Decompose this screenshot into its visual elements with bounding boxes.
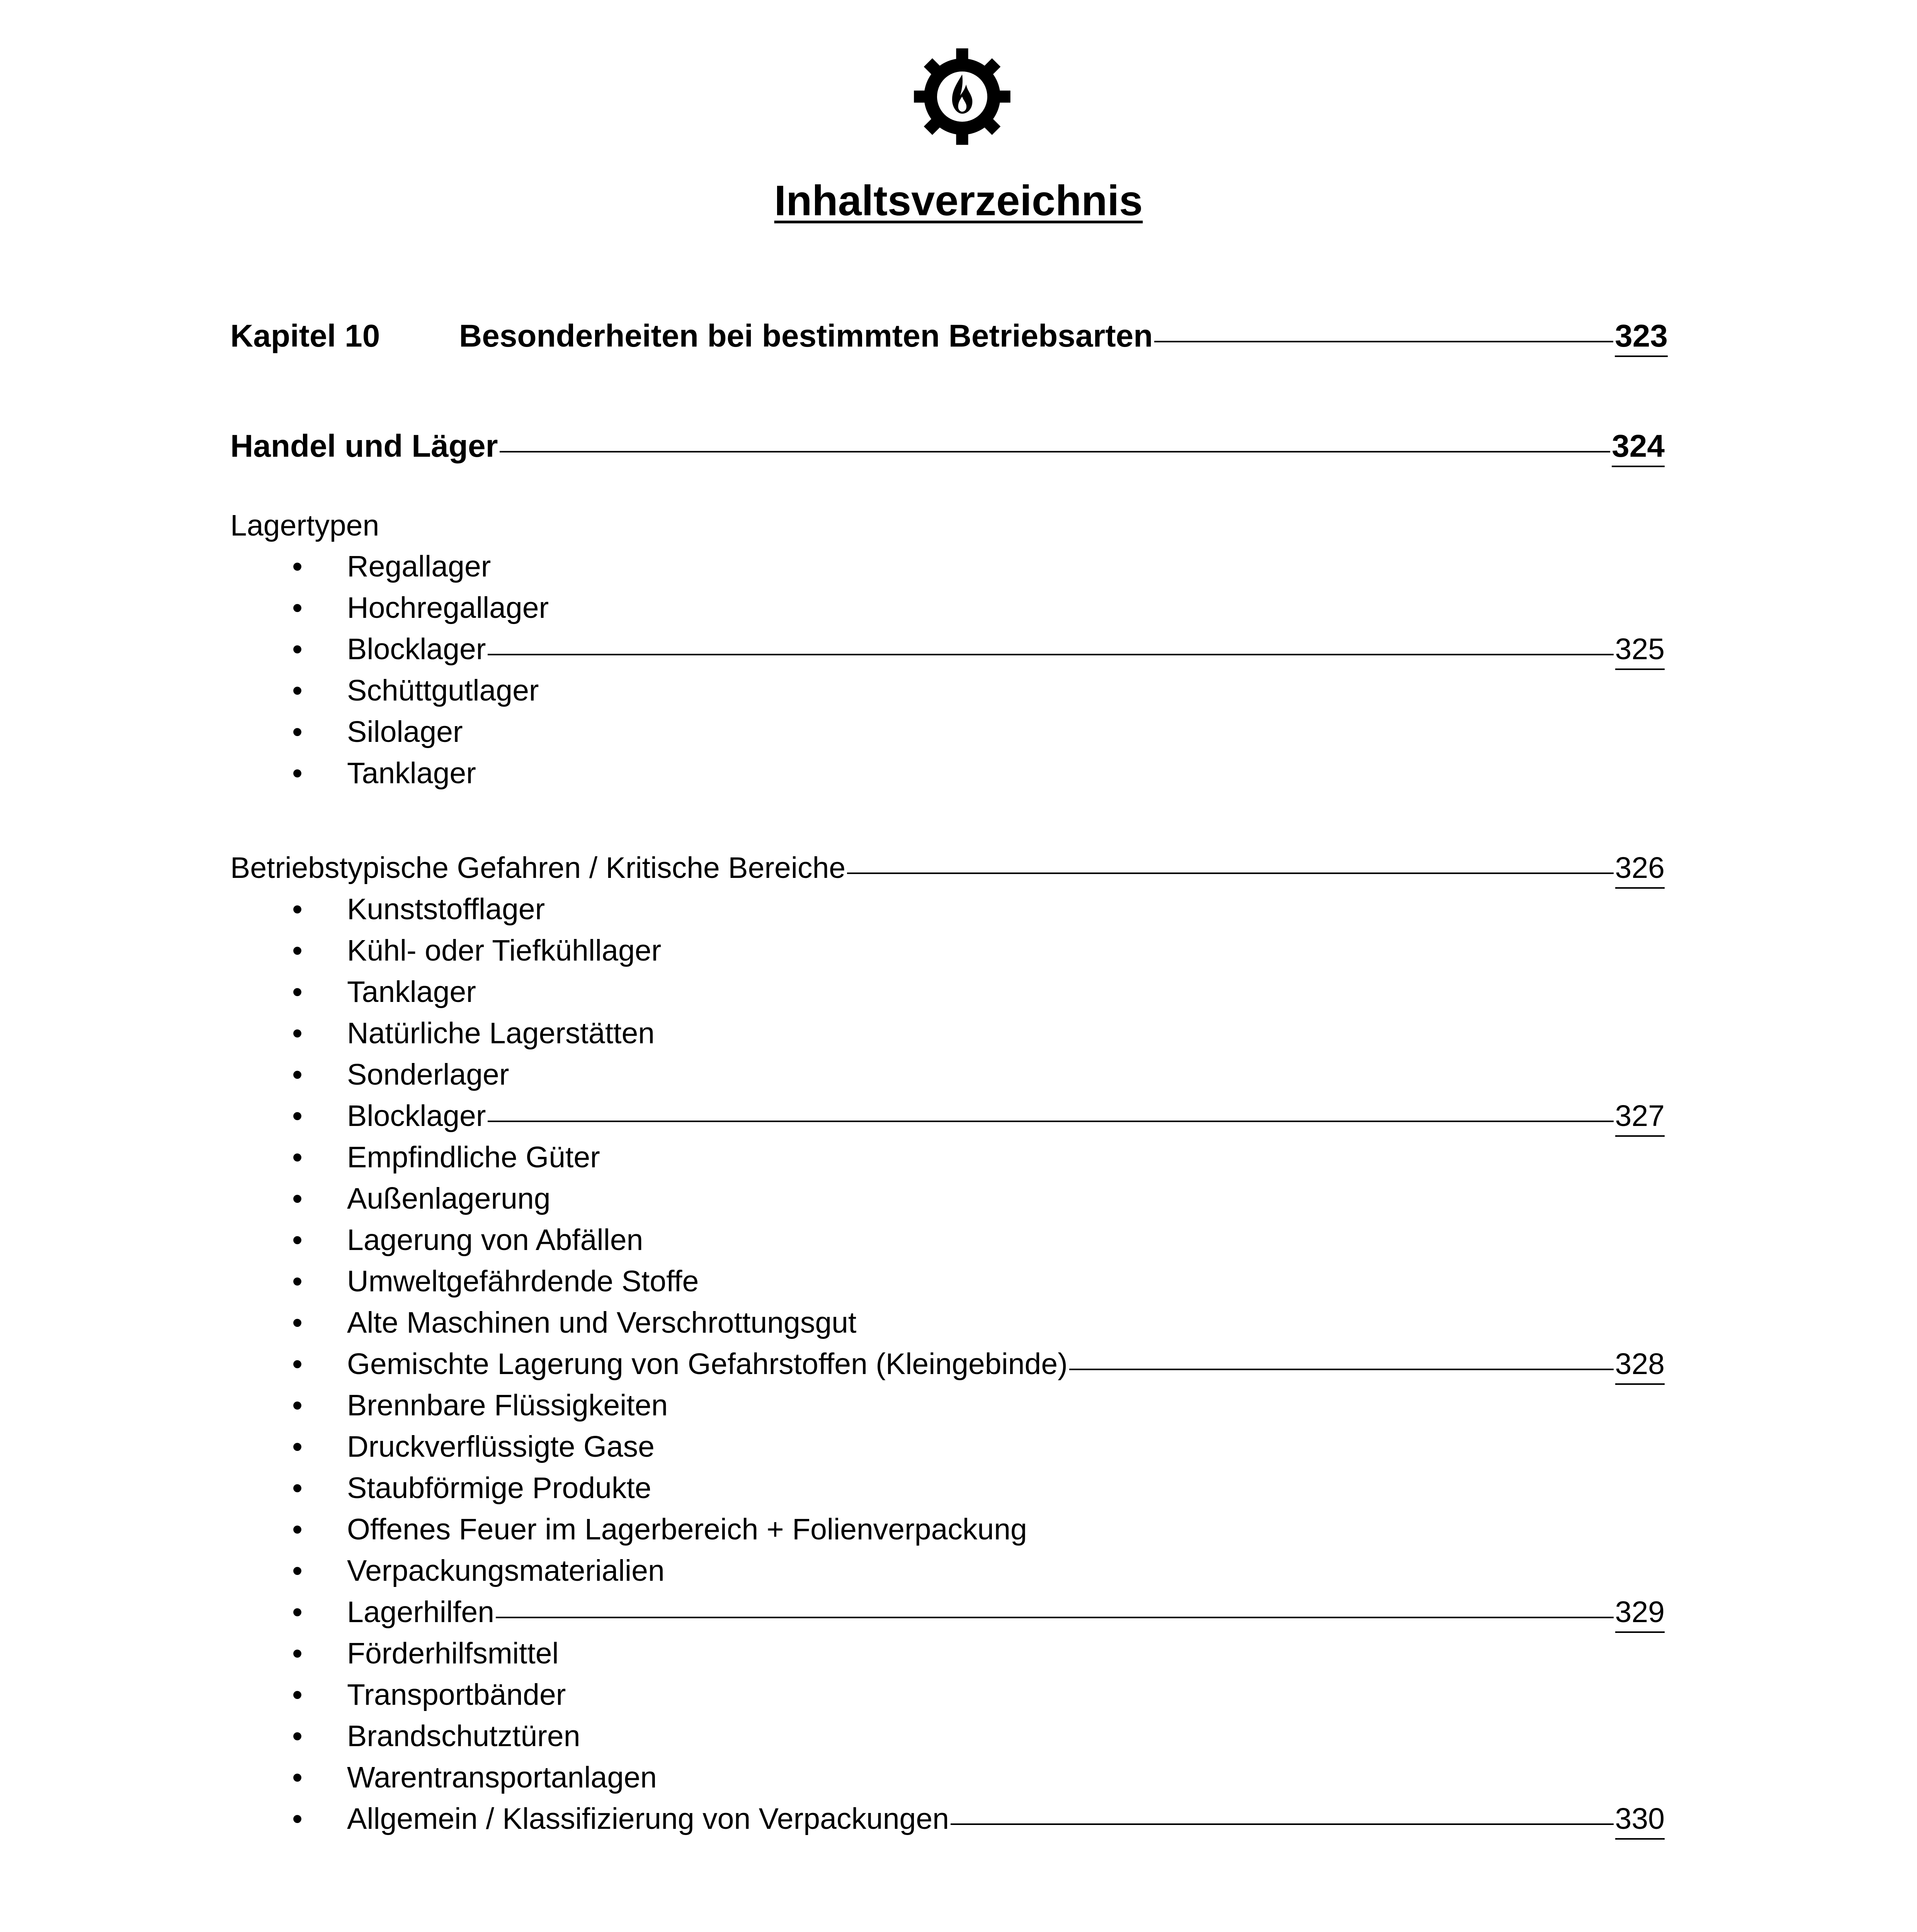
leader-line: [488, 630, 1614, 655]
toc-item-text: Silolager: [347, 715, 463, 748]
toc-list-item[interactable]: [347, 1551, 1665, 1590]
toc-list-item[interactable]: [347, 1097, 1665, 1137]
leader-line: [496, 1593, 1614, 1618]
bullet-icon: •: [292, 1182, 303, 1215]
bullet-icon: •: [292, 1637, 303, 1670]
bullet-icon: •: [292, 591, 303, 624]
bullet-icon: •: [292, 1223, 303, 1257]
bullet-icon: •: [292, 633, 303, 666]
toc-item-text: Druckverflüssigte Gase: [347, 1430, 655, 1463]
toc-item-text: Blocklager: [347, 633, 486, 666]
toc-item-text: Förderhilfsmittel: [347, 1637, 559, 1670]
toc-list-item[interactable]: [347, 931, 1665, 970]
bullet-icon: •: [292, 1265, 303, 1298]
bullet-icon: •: [292, 975, 303, 1009]
toc-chapter-row[interactable]: [230, 317, 1668, 357]
toc-item-text: Empfindliche Güter: [347, 1141, 600, 1174]
toc-list-item[interactable]: [347, 1138, 1665, 1177]
leader-line: [951, 1799, 1614, 1825]
bullet-icon: •: [292, 1389, 303, 1422]
toc-list-item[interactable]: [347, 1799, 1665, 1840]
toc-list-item[interactable]: [347, 754, 1665, 793]
bullet-icon: •: [292, 1595, 303, 1629]
toc-item-text: Allgemein / Klassifizierung von Verpackungen: [347, 1802, 949, 1835]
toc-list-item[interactable]: [347, 1345, 1665, 1385]
toc-list-item[interactable]: [347, 1303, 1665, 1342]
toc-item-text: Schüttgutlager: [347, 674, 539, 707]
toc-item-text: Hochregallager: [347, 591, 549, 624]
toc-item-text: Lagerhilfen: [347, 1595, 495, 1629]
bullet-icon: •: [292, 1513, 303, 1546]
toc-item-text: Tanklager: [347, 757, 476, 790]
leader-line: [1154, 317, 1613, 342]
toc-item-text: Gemischte Lagerung von Gefahrstoffen (Kleingebinde): [347, 1347, 1068, 1381]
toc-list-item[interactable]: [347, 1758, 1665, 1797]
toc-item-page-number: 329: [1615, 1593, 1665, 1633]
toc-item-text: Lagerung von Abfällen: [347, 1223, 643, 1257]
toc-list-item[interactable]: [347, 1179, 1665, 1218]
bullet-icon: •: [292, 1306, 303, 1339]
toc-list-item[interactable]: [347, 1469, 1665, 1507]
group-heading-lagertypen[interactable]: [230, 506, 1668, 545]
group-heading-text: Betriebstypische Gefahren / Kritische Bereiche: [230, 851, 846, 884]
toc-list-item[interactable]: [347, 1221, 1665, 1259]
bullet-icon: •: [292, 1347, 303, 1381]
toc-item-page-number: 328: [1615, 1345, 1665, 1385]
bullet-icon: •: [292, 1099, 303, 1133]
bullet-icon: •: [292, 934, 303, 967]
toc-section-row[interactable]: [230, 427, 1665, 467]
toc-item-text: Tanklager: [347, 975, 476, 1009]
toc-item-text: Offenes Feuer im Lagerbereich + Folienverpackung: [347, 1513, 1027, 1546]
bullet-icon: •: [292, 1471, 303, 1505]
toc-item-text: Warentransportanlagen: [347, 1761, 657, 1794]
leader-line: [488, 1097, 1614, 1122]
bullet-icon: •: [292, 757, 303, 790]
group-page-number: 326: [1615, 849, 1665, 889]
bullet-icon: •: [292, 1719, 303, 1753]
toc-item-text: Brandschutztüren: [347, 1719, 580, 1753]
section-page-number: 324: [1612, 427, 1665, 467]
toc-item-text: Blocklager: [347, 1099, 486, 1133]
bullet-icon: •: [292, 1802, 303, 1835]
toc-item-text: Verpackungsmaterialien: [347, 1554, 665, 1587]
gear-flame-logo-icon: [912, 46, 1012, 147]
bullet-icon: •: [292, 674, 303, 707]
toc-list-item[interactable]: [347, 547, 1665, 586]
toc-item-text: Kühl- oder Tiefkühllager: [347, 934, 662, 967]
bullet-icon: •: [292, 1761, 303, 1794]
toc-list-item[interactable]: [347, 890, 1665, 929]
toc-list-item[interactable]: [347, 1593, 1665, 1633]
bullet-icon: •: [292, 550, 303, 583]
toc-list-item[interactable]: [347, 713, 1665, 751]
toc-list-item[interactable]: [347, 973, 1665, 1011]
section-title: Handel und Läger: [230, 429, 498, 464]
toc-item-text: Brennbare Flüssigkeiten: [347, 1389, 668, 1422]
toc-list-item[interactable]: [347, 1717, 1665, 1755]
toc-item-text: Regallager: [347, 550, 491, 583]
toc-list-item[interactable]: [347, 588, 1665, 627]
chapter-title: Besonderheiten bei bestimmten Betriebsarten: [459, 318, 1153, 354]
toc-item-text: Sonderlager: [347, 1058, 509, 1091]
toc-list-item[interactable]: [347, 1510, 1665, 1549]
toc-item-page-number: 327: [1615, 1097, 1665, 1137]
leader-line: [500, 427, 1611, 452]
bullet-icon: •: [292, 1058, 303, 1091]
toc-list-item[interactable]: [347, 1055, 1665, 1094]
bullet-icon: •: [292, 715, 303, 748]
page-title: Inhaltsverzeichnis: [774, 177, 1143, 224]
toc-list-item[interactable]: [347, 671, 1665, 710]
toc-item-text: Kunststofflager: [347, 893, 545, 926]
chapter-label: Kapitel 10: [230, 318, 380, 354]
toc-list-item[interactable]: [347, 1014, 1665, 1053]
leader-line: [847, 849, 1613, 874]
bullet-icon: •: [292, 893, 303, 926]
toc-list-item[interactable]: [347, 1427, 1665, 1466]
bullet-icon: •: [292, 1017, 303, 1050]
chapter-page-number: 323: [1615, 317, 1668, 357]
leader-line: [1069, 1345, 1614, 1370]
toc-item-text: Transportbänder: [347, 1678, 566, 1711]
bullet-icon: •: [292, 1678, 303, 1711]
toc-list-item[interactable]: [347, 630, 1665, 670]
group-heading-text: Lagertypen: [230, 509, 379, 542]
toc-item-page-number: 330: [1615, 1799, 1665, 1840]
toc-list-item[interactable]: [347, 1262, 1665, 1301]
toc-item-text: Staubförmige Produkte: [347, 1471, 651, 1505]
toc-list-item[interactable]: [347, 1386, 1665, 1425]
bullet-icon: •: [292, 1141, 303, 1174]
bullet-icon: •: [292, 1430, 303, 1463]
toc-item-text: Außenlagerung: [347, 1182, 551, 1215]
toc-item-text: Natürliche Lagerstätten: [347, 1017, 655, 1050]
toc-item-text: Umweltgefährdende Stoffe: [347, 1265, 699, 1298]
bullet-icon: •: [292, 1554, 303, 1587]
toc-list-item[interactable]: [347, 1634, 1665, 1673]
toc-list-item[interactable]: [347, 1675, 1665, 1714]
toc-item-page-number: 325: [1615, 630, 1665, 670]
toc-item-text: Alte Maschinen und Verschrottungsgut: [347, 1306, 857, 1339]
group-heading-gefahren[interactable]: [230, 849, 1665, 889]
